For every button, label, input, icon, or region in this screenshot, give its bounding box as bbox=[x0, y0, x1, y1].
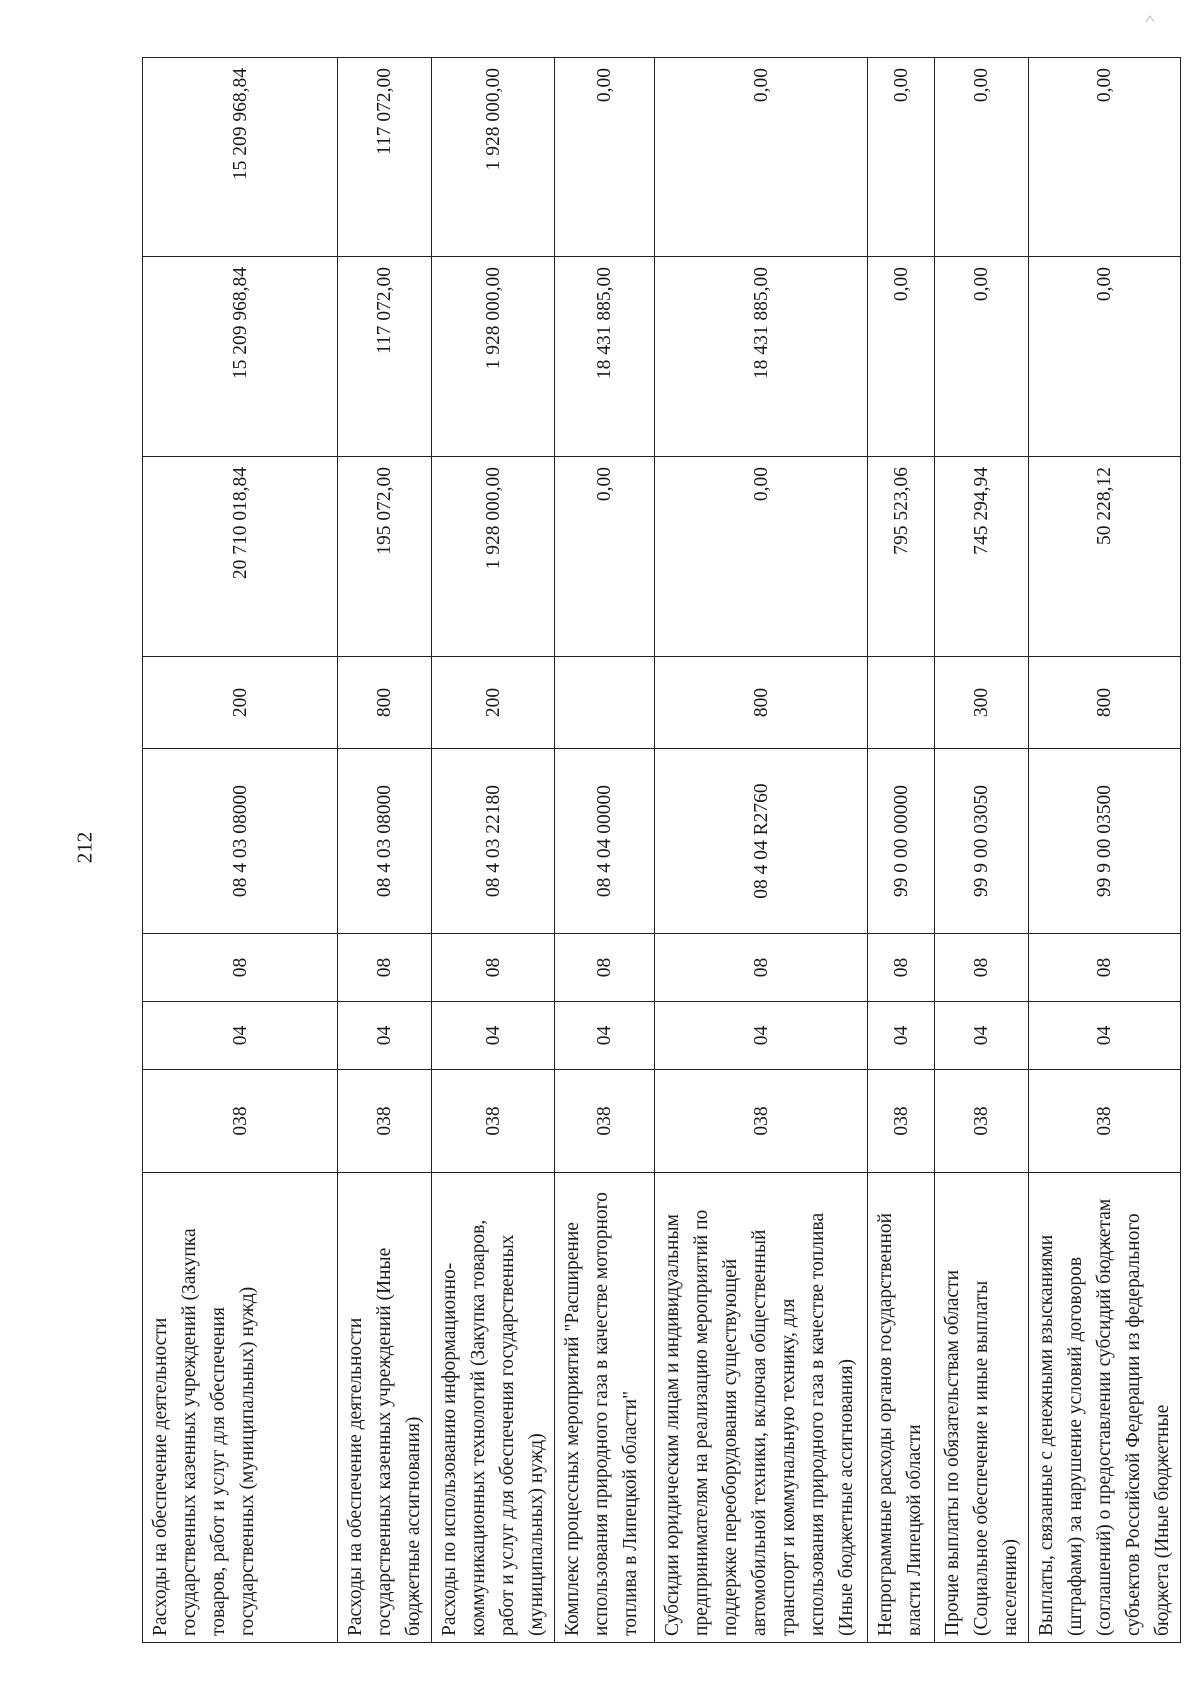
amount-year-2: 15 209 968,84 bbox=[143, 257, 338, 457]
amount-year-1: 0,00 bbox=[555, 457, 655, 657]
table-row bbox=[432, 58, 555, 1643]
expense-type-code: 800 bbox=[655, 657, 868, 749]
ministry-code: 038 bbox=[555, 1070, 655, 1173]
ministry-code: 038 bbox=[655, 1070, 868, 1173]
amount-year-2: 0,00 bbox=[1029, 257, 1181, 457]
page-number-text: 212 bbox=[72, 831, 97, 863]
table-row bbox=[1029, 58, 1181, 1643]
amount-year-3: 0,00 bbox=[555, 58, 655, 257]
row-description: Субсидии юридическим лицам и индивидуальным предпринимателям на реализацию мероприятий по поддержке переоборудования существующей автомобильной техники, включая общественный транспорт и коммунальную технику, для использования природного газа в качестве топлива (Иные бюджетные ассигнования) bbox=[655, 1173, 868, 1643]
row-description: Прочие выплаты по обязательствам области (Социальное обеспечение и иные выплаты населению) bbox=[935, 1173, 1029, 1643]
expense-type-code: 800 bbox=[338, 657, 432, 749]
amount-year-1: 195 072,00 bbox=[338, 457, 432, 657]
amount-year-3: 117 072,00 bbox=[338, 58, 432, 257]
amount-year-1: 1 928 000,00 bbox=[432, 457, 555, 657]
expense-type-code bbox=[868, 657, 935, 749]
row-description: Непрограммные расходы органов государственной власти Липецкой области bbox=[868, 1173, 935, 1643]
amount-year-1: 20 710 018,84 bbox=[143, 457, 338, 657]
table-row bbox=[338, 58, 432, 1643]
target-article-code: 08 4 04 00000 bbox=[555, 749, 655, 934]
table-row bbox=[655, 58, 868, 1643]
expense-type-code: 300 bbox=[935, 657, 1029, 749]
amount-year-2: 18 431 885,00 bbox=[655, 257, 868, 457]
amount-year-1: 50 228,12 bbox=[1029, 457, 1181, 657]
target-article-code: 08 4 03 08000 bbox=[338, 749, 432, 934]
ministry-code: 038 bbox=[1029, 1070, 1181, 1173]
table-row bbox=[935, 58, 1029, 1643]
table-row bbox=[143, 58, 338, 1643]
section-code: 04 bbox=[143, 1002, 338, 1070]
amount-year-3: 0,00 bbox=[1029, 58, 1181, 257]
section-code: 04 bbox=[338, 1002, 432, 1070]
target-article-code: 08 4 04 R2760 bbox=[655, 749, 868, 934]
expense-type-code: 200 bbox=[432, 657, 555, 749]
subsection-code: 08 bbox=[338, 934, 432, 1002]
section-code: 04 bbox=[1029, 1002, 1181, 1070]
subsection-code: 08 bbox=[655, 934, 868, 1002]
amount-year-3: 0,00 bbox=[868, 58, 935, 257]
ministry-code: 038 bbox=[432, 1070, 555, 1173]
amount-year-1: 0,00 bbox=[655, 457, 868, 657]
amount-year-2: 0,00 bbox=[935, 257, 1029, 457]
row-description: Комплекс процессных мероприятий "Расширение использования природного газа в качестве моторного топлива в Липецкой области" bbox=[555, 1173, 655, 1643]
target-article-code: 99 0 00 00000 bbox=[868, 749, 935, 934]
amount-year-1: 795 523,06 bbox=[868, 457, 935, 657]
expense-type-code: 800 bbox=[1029, 657, 1181, 749]
row-description: Расходы на обеспечение деятельности государственных казенных учреждений (Иные бюджетные ассигнования) bbox=[338, 1173, 432, 1643]
amount-year-3: 15 209 968,84 bbox=[143, 58, 338, 257]
section-code: 04 bbox=[868, 1002, 935, 1070]
row-description: Расходы по использованию информационно-коммуникационных технологий (Закупка товаров, работ и услуг для обеспечения государственных (муниципальных) нужд) bbox=[432, 1173, 555, 1643]
target-article-code: 99 9 00 03050 bbox=[935, 749, 1029, 934]
expense-type-code: 200 bbox=[143, 657, 338, 749]
section-code: 04 bbox=[655, 1002, 868, 1070]
subsection-code: 08 bbox=[555, 934, 655, 1002]
row-description: Выплаты, связанные с денежными взысканиями (штрафами) за нарушение условий договоров (соглашений) о предоставлении субсидий бюджетам субъектов Российской Федерации из федерального бюджета (Иные бюджетные bbox=[1029, 1173, 1181, 1643]
table-row bbox=[555, 58, 655, 1643]
amount-year-2: 18 431 885,00 bbox=[555, 257, 655, 457]
subsection-code: 08 bbox=[1029, 934, 1181, 1002]
section-code: 04 bbox=[555, 1002, 655, 1070]
amount-year-3: 0,00 bbox=[935, 58, 1029, 257]
amount-year-2: 0,00 bbox=[868, 257, 935, 457]
amount-year-3: 1 928 000,00 bbox=[432, 58, 555, 257]
amount-year-2: 1 928 000,00 bbox=[432, 257, 555, 457]
amount-year-2: 117 072,00 bbox=[338, 257, 432, 457]
subsection-code: 08 bbox=[432, 934, 555, 1002]
section-code: 04 bbox=[432, 1002, 555, 1070]
target-article-code: 08 4 03 22180 bbox=[432, 749, 555, 934]
rotated-table-frame bbox=[142, 58, 1173, 1643]
subsection-code: 08 bbox=[143, 934, 338, 1002]
subsection-code: 08 bbox=[868, 934, 935, 1002]
scan-mark-icon bbox=[1140, 8, 1160, 28]
ministry-code: 038 bbox=[868, 1070, 935, 1173]
ministry-code: 038 bbox=[935, 1070, 1029, 1173]
table-row bbox=[868, 58, 935, 1643]
amount-year-1: 745 294,94 bbox=[935, 457, 1029, 657]
page-number bbox=[73, 827, 97, 867]
budget-table bbox=[142, 57, 1181, 1643]
row-description: Расходы на обеспечение деятельности государственных казенных учреждений (Закупка товаров, работ и услуг для обеспечения государственных (муниципальных) нужд) bbox=[143, 1173, 338, 1643]
ministry-code: 038 bbox=[143, 1070, 338, 1173]
ministry-code: 038 bbox=[338, 1070, 432, 1173]
expense-type-code bbox=[555, 657, 655, 749]
amount-year-3: 0,00 bbox=[655, 58, 868, 257]
target-article-code: 08 4 03 08000 bbox=[143, 749, 338, 934]
section-code: 04 bbox=[935, 1002, 1029, 1070]
subsection-code: 08 bbox=[935, 934, 1029, 1002]
target-article-code: 99 9 00 03500 bbox=[1029, 749, 1181, 934]
